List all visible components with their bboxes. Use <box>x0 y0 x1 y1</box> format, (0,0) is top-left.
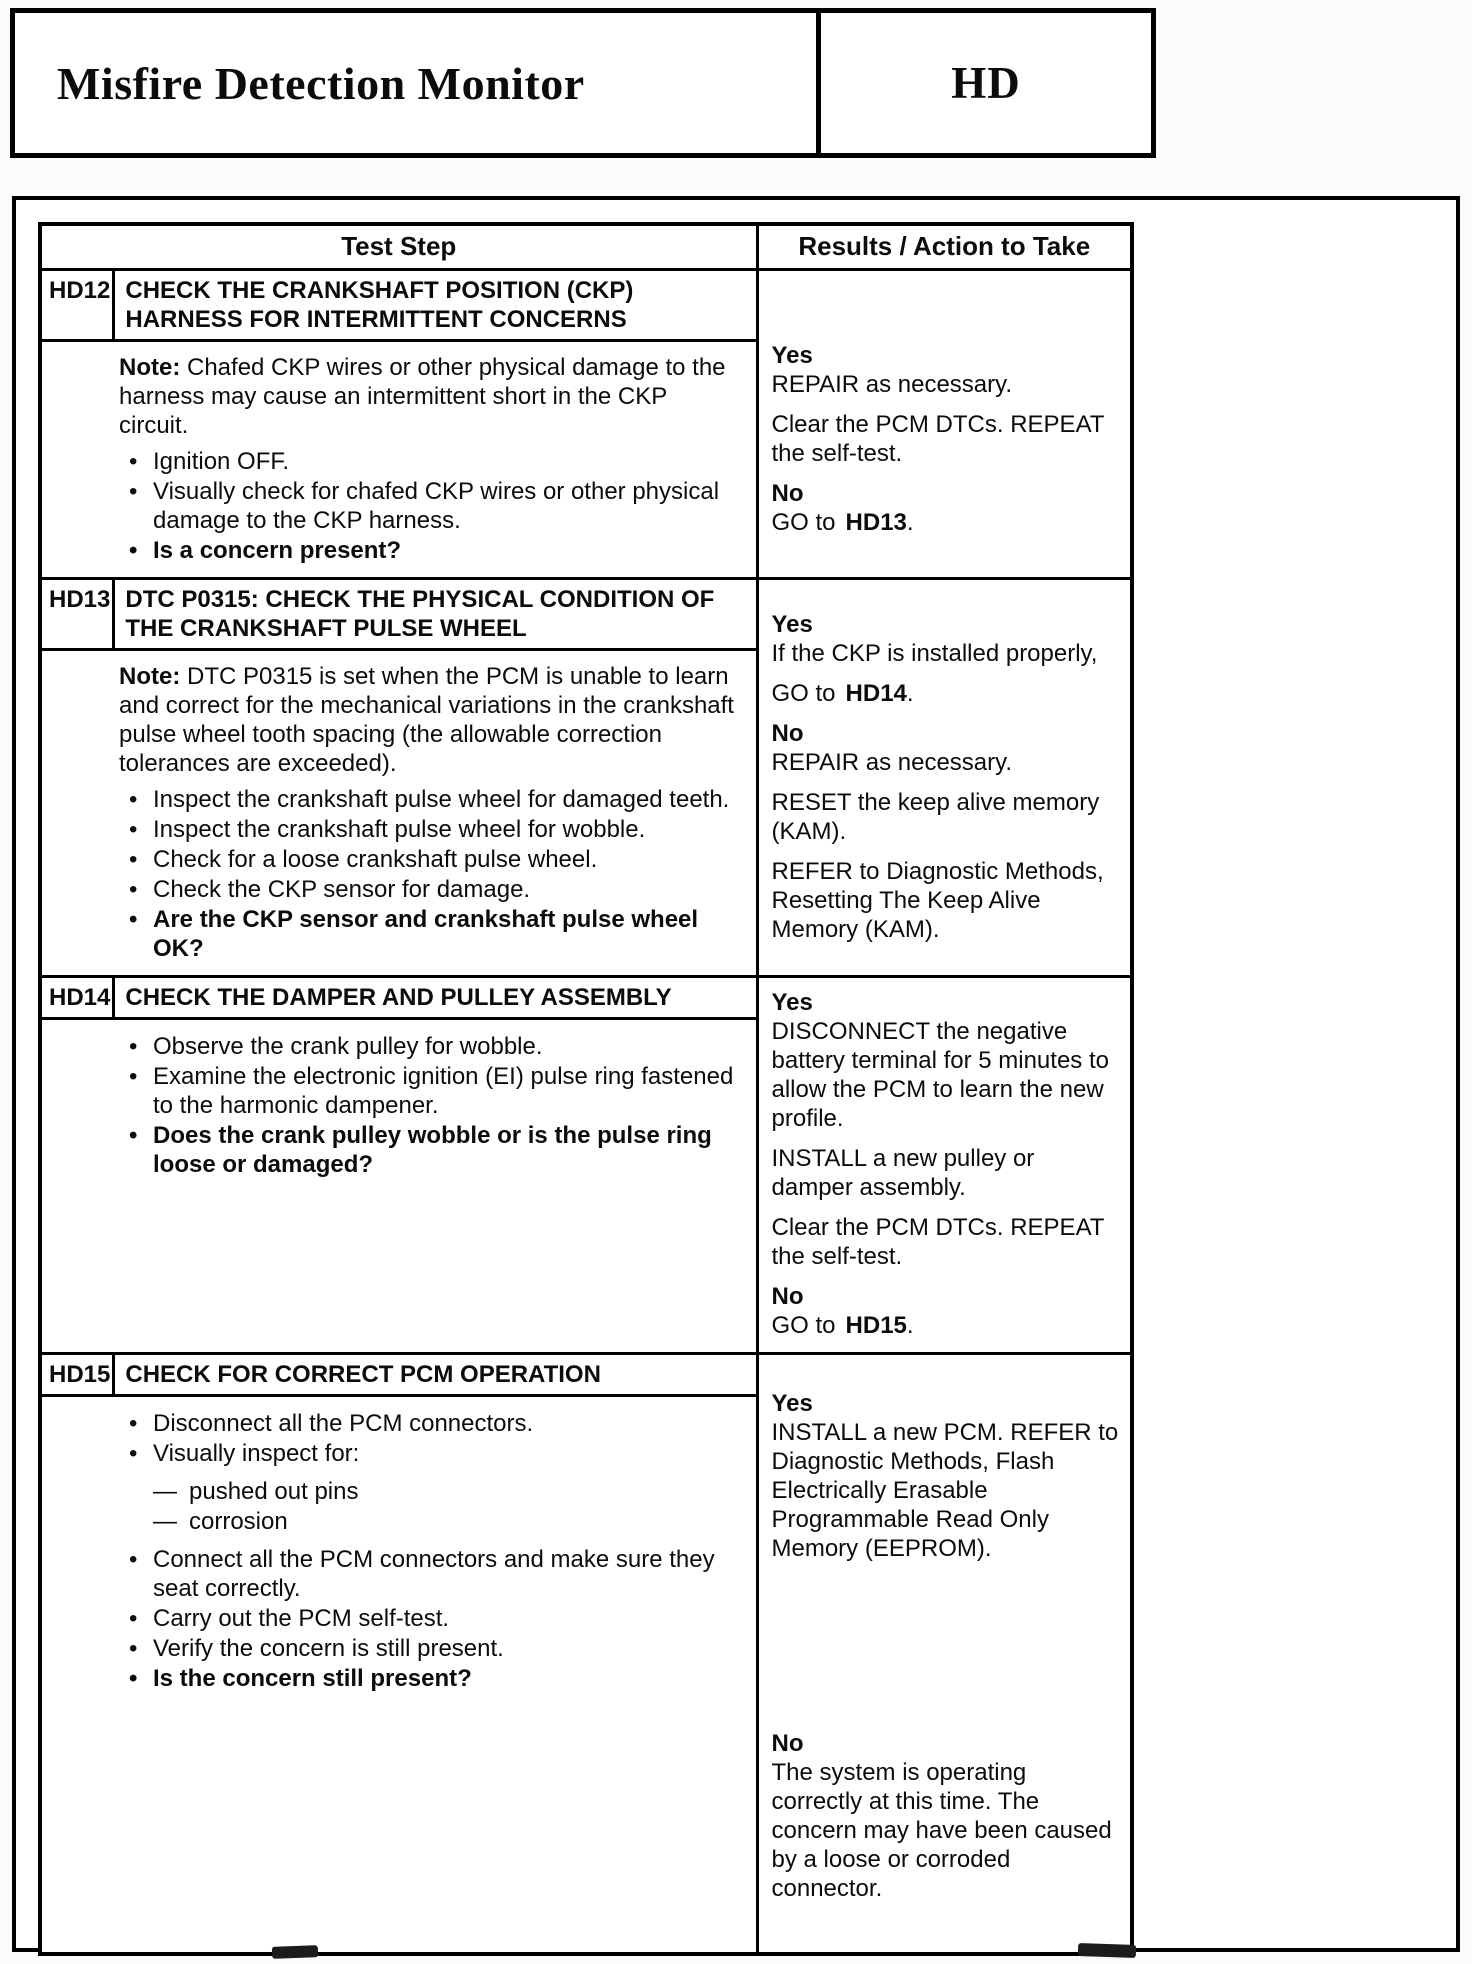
checklist-item <box>119 447 738 476</box>
results-yes-group <box>772 341 1121 468</box>
bullet-icon: • <box>129 537 138 564</box>
step-title: DTC P0315: CHECK THE PHYSICAL CONDITION OF THE CRANKSHAFT PULSE WHEEL <box>125 586 715 642</box>
checklist-subitem <box>119 1507 738 1536</box>
results-cell <box>757 1354 1132 1954</box>
test-step-cell <box>40 270 757 579</box>
bullet-icon: • <box>129 1410 138 1437</box>
item-text: Check the CKP sensor for damage. <box>153 876 531 903</box>
checklist-question <box>119 536 738 565</box>
result-paragraph: RESET the keep alive memory (KAM). <box>771 788 1100 845</box>
item-text: Inspect the crankshaft pulse wheel for wobble. <box>153 816 646 843</box>
checklist-item <box>119 1604 738 1633</box>
checklist-item <box>119 1634 738 1663</box>
test-step-cell <box>40 579 757 977</box>
results-no-group <box>772 479 1121 537</box>
item-text: Is a concern present? <box>153 537 402 564</box>
item-text: Disconnect all the PCM connectors. <box>153 1410 534 1437</box>
goto-reference: HD15 <box>845 1312 907 1339</box>
bullet-icon: • <box>129 876 138 903</box>
goto-reference: HD14 <box>845 679 907 707</box>
results-content <box>759 600 1131 956</box>
step-title: CHECK THE DAMPER AND PULLEY ASSEMBLY <box>125 984 672 1011</box>
step-header <box>42 580 756 651</box>
results-no-group <box>772 1282 1121 1340</box>
step-id: HD13 <box>42 580 115 648</box>
content-frame <box>12 196 1460 1952</box>
bullet-icon: • <box>129 846 138 873</box>
item-text: pushed out pins <box>189 1478 359 1505</box>
step-id: HD14 <box>42 978 115 1017</box>
results-no-group <box>772 719 1121 944</box>
bullet-icon: • <box>129 1665 138 1692</box>
item-text: Ignition OFF. <box>153 448 290 475</box>
checklist-item <box>119 785 738 814</box>
step-id: HD12 <box>42 271 115 339</box>
checklist-item <box>119 1409 738 1438</box>
results-yes-label: Yes <box>771 610 813 638</box>
bullet-icon: • <box>129 478 138 505</box>
item-text: Check for a loose crankshaft pulse wheel. <box>153 846 598 873</box>
scan-artifact <box>1078 1943 1136 1958</box>
bullet-icon: • <box>129 1546 138 1573</box>
dash-icon: — <box>153 1478 177 1505</box>
result-paragraph: INSTALL a new pulley or damper assembly. <box>771 1145 1035 1201</box>
step-body <box>42 1397 756 1705</box>
table-row-hd14 <box>40 977 1132 1354</box>
dash-icon: — <box>153 1508 177 1535</box>
item-text: Does the crank pulley wobble or is the pulse ring loose or damaged? <box>153 1122 712 1178</box>
item-text: corrosion <box>189 1508 288 1535</box>
checklist-item <box>119 1062 738 1120</box>
note-text: Chafed CKP wires or other physical damage to the harness may cause an intermittent short in the CKP circuit. <box>119 354 726 439</box>
step-title: CHECK THE CRANKSHAFT POSITION (CKP) HARNESS FOR INTERMITTENT CONCERNS <box>125 277 634 333</box>
result-paragraph: INSTALL a new PCM. REFER to Diagnostic Methods, Flash Electrically Erasable Programmable Read Only Memory (EEPROM). <box>771 1419 1119 1562</box>
results-yes-label: Yes <box>771 342 813 369</box>
goto-text: GO to <box>771 679 836 707</box>
checklist-item <box>119 1032 738 1061</box>
goto-text: GO to <box>771 509 836 536</box>
result-paragraph: The system is operating correctly at this time. The concern may have been caused by a loose or corroded connector. <box>771 1759 1112 1902</box>
result-paragraph: If the CKP is installed properly, <box>771 639 1098 667</box>
step-body <box>42 342 756 577</box>
table-row-hd13 <box>40 579 1132 977</box>
result-paragraph <box>772 679 1121 708</box>
header-title-cell <box>15 13 821 153</box>
note-text: DTC P0315 is set when the PCM is unable to learn and correct for the mechanical variations in the crankshaft pulse wheel tooth spacing (the allowable correction tolerances are exceeded). <box>119 663 734 777</box>
checklist-question <box>119 1121 738 1179</box>
item-text: Observe the crank pulley for wobble. <box>153 1033 543 1060</box>
bullet-icon: • <box>129 816 138 843</box>
results-no-label: No <box>771 719 804 747</box>
goto-punct: . <box>906 1312 914 1339</box>
bullet-icon: • <box>129 1440 138 1467</box>
diagnostic-table <box>38 222 1134 1956</box>
results-no-label: No <box>771 1283 804 1310</box>
goto-reference: HD13 <box>845 509 907 536</box>
item-text: Connect all the PCM connectors and make sure they seat correctly. <box>153 1546 715 1602</box>
result-paragraph: REFER to Diagnostic Methods, Resetting The Keep Alive Memory (KAM). <box>771 857 1104 943</box>
checklist-item <box>119 1439 738 1468</box>
step-header <box>42 978 756 1020</box>
results-no-label: No <box>771 1730 804 1757</box>
results-cell <box>757 270 1132 579</box>
item-text: Verify the concern is still present. <box>153 1635 504 1662</box>
header-code-cell <box>821 13 1151 153</box>
result-paragraph <box>772 1311 1121 1340</box>
checklist-subitem <box>119 1477 738 1506</box>
table-row-hd12 <box>40 270 1132 579</box>
step-header <box>42 1355 756 1397</box>
results-content <box>759 271 1131 549</box>
test-step-cell <box>40 977 757 1354</box>
bullet-icon: • <box>129 1033 138 1060</box>
results-yes-label: Yes <box>771 1390 813 1417</box>
result-paragraph: Clear the PCM DTCs. REPEAT the self-test. <box>771 411 1105 467</box>
item-text: Visually inspect for: <box>153 1440 360 1467</box>
goto-punct: . <box>906 509 914 536</box>
item-text: Is the concern still present? <box>153 1665 472 1692</box>
bullet-icon: • <box>129 786 138 813</box>
table-header-row <box>40 224 1132 270</box>
item-text: Carry out the PCM self-test. <box>153 1605 450 1632</box>
checklist-item <box>119 815 738 844</box>
result-paragraph: Clear the PCM DTCs. REPEAT the self-test. <box>771 1214 1105 1270</box>
item-text: Inspect the crankshaft pulse wheel for damaged teeth. <box>153 786 730 813</box>
results-yes-label: Yes <box>771 989 813 1016</box>
results-column-header: Results / Action to Take <box>757 224 1132 270</box>
bullet-icon: • <box>129 906 138 933</box>
bullet-icon: • <box>129 448 138 475</box>
step-body <box>42 1020 756 1191</box>
table-row-hd15 <box>40 1354 1132 1954</box>
bullet-icon: • <box>129 1635 138 1662</box>
note-label: Note: <box>119 663 181 690</box>
test-step-cell <box>40 1354 757 1954</box>
checklist-question <box>119 905 738 963</box>
bullet-icon: • <box>129 1605 138 1632</box>
results-yes-group <box>772 610 1121 708</box>
step-body <box>42 651 756 975</box>
checklist-item <box>119 477 738 535</box>
results-content <box>759 1355 1131 1915</box>
note-label: Note: <box>119 354 181 381</box>
item-text: Visually check for chafed CKP wires or other physical damage to the CKP harness. <box>153 478 720 534</box>
bullet-icon: • <box>129 1063 138 1090</box>
page-title: Misfire Detection Monitor <box>57 57 585 109</box>
results-yes-group <box>772 988 1121 1271</box>
result-paragraph <box>772 508 1121 537</box>
results-cell <box>757 579 1132 977</box>
result-paragraph: DISCONNECT the negative battery terminal for 5 minutes to allow the PCM to learn the new profile. <box>771 1018 1109 1132</box>
scan-artifact <box>272 1945 318 1959</box>
results-cell <box>757 977 1132 1354</box>
goto-text: GO to <box>771 1312 836 1339</box>
step-id: HD15 <box>42 1355 115 1394</box>
bullet-icon: • <box>129 1122 138 1149</box>
step-header <box>42 271 756 342</box>
results-no-label: No <box>771 480 804 507</box>
note <box>119 662 738 778</box>
goto-punct: . <box>906 679 914 707</box>
test-step-column-header: Test Step <box>40 224 757 270</box>
note <box>119 353 738 440</box>
checklist-item <box>119 845 738 874</box>
results-no-group <box>772 1729 1121 1903</box>
section-code: HD <box>951 58 1021 108</box>
result-paragraph: REPAIR as necessary. <box>771 748 1013 776</box>
checklist-item <box>119 1545 738 1603</box>
item-text: Are the CKP sensor and crankshaft pulse wheel OK? <box>153 906 699 962</box>
item-text: Examine the electronic ignition (EI) pulse ring fastened to the harmonic dampener. <box>153 1063 734 1119</box>
results-content <box>759 978 1131 1352</box>
results-yes-group <box>772 1389 1121 1574</box>
result-paragraph: REPAIR as necessary. <box>771 371 1013 398</box>
checklist-question <box>119 1664 738 1693</box>
checklist-item <box>119 875 738 904</box>
document-header <box>10 8 1156 158</box>
step-title: CHECK FOR CORRECT PCM OPERATION <box>125 1361 601 1388</box>
